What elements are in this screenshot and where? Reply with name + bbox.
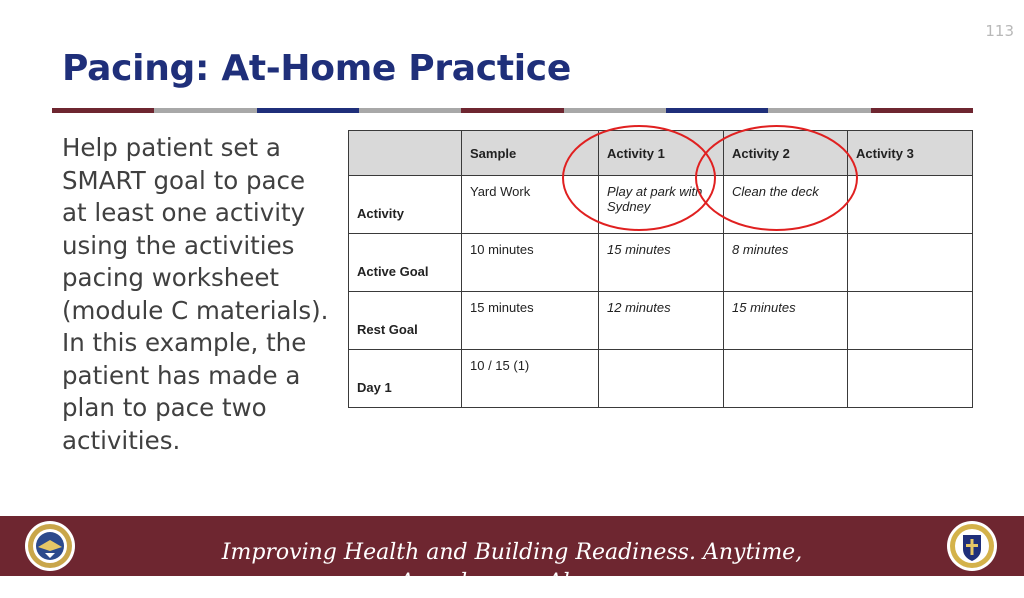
divider-segment: [359, 108, 461, 113]
dod-seal-logo: [24, 520, 76, 572]
row-label: Active Goal: [349, 234, 462, 292]
divider-segment: [257, 108, 359, 113]
divider-segment: [461, 108, 563, 113]
column-header: Activity 2: [724, 131, 848, 176]
activity-2-highlight-circle: [695, 125, 858, 231]
table-cell: Play at park with Sydney: [599, 176, 724, 234]
table-cell: [848, 292, 973, 350]
divider-segment: [564, 108, 666, 113]
slide-number: 113: [985, 22, 1014, 40]
body-text: Help patient set a SMART goal to pace at least one activity using the activities pacing worksheet (module C materials). In this example, the patient has made a plan to pace two activities.: [62, 133, 329, 455]
table-row: [349, 234, 973, 292]
title-divider: [52, 108, 973, 113]
column-header: Activity 1: [599, 131, 724, 176]
row-label: Day 1: [349, 350, 462, 408]
table-cell: [848, 176, 973, 234]
table-cell: 15 minutes: [599, 234, 724, 292]
divider-segment: [154, 108, 256, 113]
table-cell: [599, 350, 724, 408]
table-cell: [848, 234, 973, 292]
row-label: Rest Goal: [349, 292, 462, 350]
divider-segment: [768, 108, 870, 113]
activity-1-highlight-circle: [562, 125, 716, 231]
table-cell: [848, 350, 973, 408]
slide-title: Pacing: At-Home Practice: [62, 48, 571, 89]
column-header: [349, 131, 462, 176]
table-cell: [724, 350, 848, 408]
table-cell: 12 minutes: [599, 292, 724, 350]
table-row: [349, 292, 973, 350]
table-row: [349, 350, 973, 408]
table-cell: Clean the deck: [724, 176, 848, 234]
divider-segment: [666, 108, 768, 113]
table-cell: 15 minutes: [462, 292, 599, 350]
dha-seal-logo: [946, 520, 998, 572]
footer-tagline: Improving Health and Building Readiness. Anytime, Anywhere — Always: [221, 540, 803, 595]
divider-segment: [52, 108, 154, 113]
table-cell: 10 minutes: [462, 234, 599, 292]
column-header: Sample: [462, 131, 599, 176]
table-cell: 10 / 15 (1): [462, 350, 599, 408]
table-cell: Yard Work: [462, 176, 599, 234]
footer-bar: [0, 516, 1024, 595]
table-cell: 8 minutes: [724, 234, 848, 292]
divider-segment: [871, 108, 973, 113]
table-cell: 15 minutes: [724, 292, 848, 350]
column-header: Activity 3: [848, 131, 973, 176]
row-label: Activity: [349, 176, 462, 234]
